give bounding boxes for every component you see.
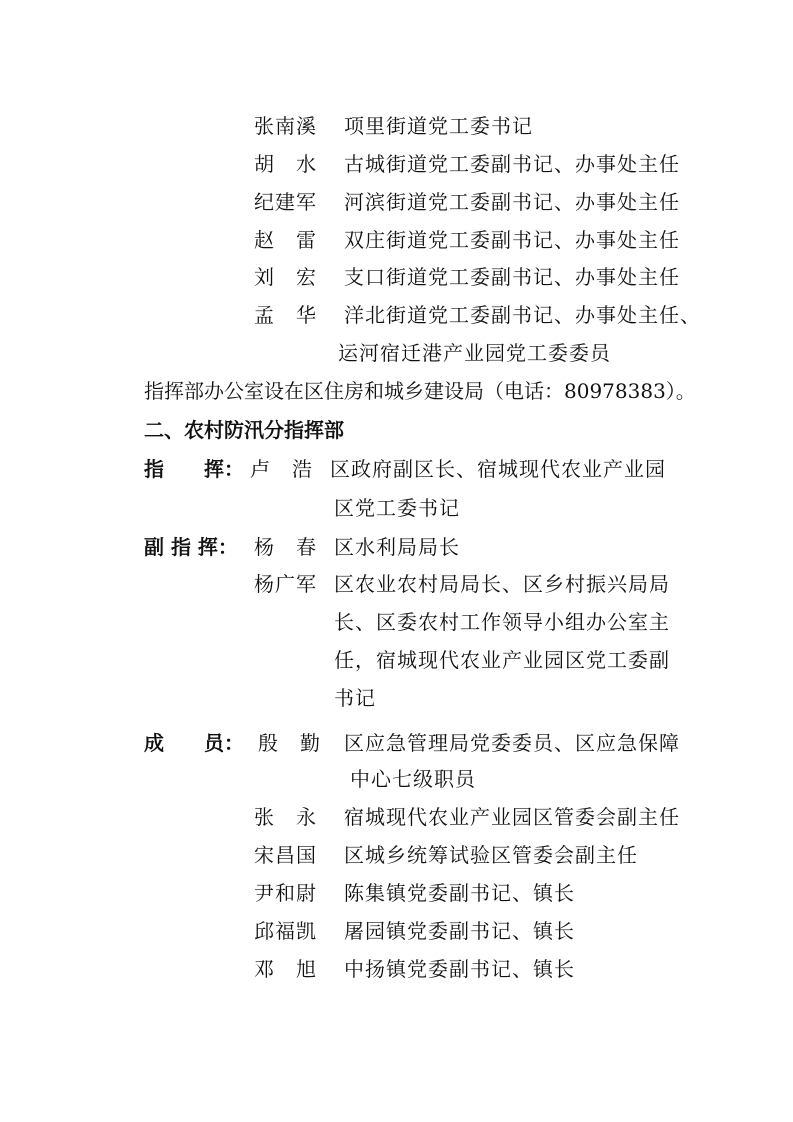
- member-title: 区应急管理局党委委员、区应急保障: [344, 731, 680, 755]
- deputy-name: 杨 春: [254, 535, 317, 559]
- member-name: 殷 勤: [258, 731, 321, 755]
- deputy-title-continued: 任，宿城现代农业产业园区党工委副: [334, 648, 670, 672]
- commander-title-continued: 区党工委书记: [334, 496, 460, 520]
- member-name: 张 永: [254, 805, 317, 829]
- member-name: 赵 雷: [254, 228, 317, 252]
- member-title: 古城街道党工委副书记、办事处主任: [344, 152, 680, 176]
- member-title-continued: 运河宿迁港产业园党工委委员: [338, 341, 611, 365]
- member-title: 支口街道党工委副书记、办事处主任: [344, 265, 680, 289]
- member-name: 宋昌国: [254, 843, 317, 867]
- commander-label: 指 挥：: [144, 457, 244, 481]
- member-name: 邓 旭: [254, 957, 317, 981]
- commander-title: 区政府副区长、宿城现代农业产业园: [330, 457, 666, 481]
- deputy-name: 杨广军: [254, 572, 317, 596]
- member-name: 胡 水: [254, 152, 317, 176]
- member-title-continued: 中心七级职员: [350, 767, 476, 791]
- members-label: 成 员：: [144, 731, 244, 755]
- member-title: 宿城现代农业产业园区管委会副主任: [344, 805, 680, 829]
- member-name: 孟 华: [254, 303, 317, 327]
- member-name: 邱福凯: [254, 919, 317, 943]
- member-title: 屠园镇党委副书记、镇长: [344, 919, 575, 943]
- member-title: 项里街道党工委书记: [344, 114, 533, 138]
- section-heading: 二、农村防汛分指挥部: [144, 418, 344, 442]
- office-note: 指挥部办公室设在区住房和城乡建设局（电话：80978383）。: [144, 379, 696, 403]
- commander-name: 卢 浩: [250, 457, 313, 481]
- deputy-title-continued: 长、区委农村工作领导小组办公室主: [334, 610, 670, 634]
- member-title: 区城乡统筹试验区管委会副主任: [344, 843, 638, 867]
- member-name: 纪建军: [254, 190, 317, 214]
- member-title: 陈集镇党委副书记、镇长: [344, 881, 575, 905]
- member-name: 尹和尉: [254, 881, 317, 905]
- member-title: 中扬镇党委副书记、镇长: [344, 957, 575, 981]
- deputy-title-continued: 书记: [334, 686, 376, 710]
- deputy-label: 副 指 挥：: [144, 535, 238, 559]
- member-title: 河滨街道党工委副书记、办事处主任: [344, 190, 680, 214]
- member-title: 洋北街道党工委副书记、办事处主任、: [344, 303, 701, 327]
- deputy-title: 区农业农村局局长、区乡村振兴局局: [334, 572, 670, 596]
- member-name: 张南溪: [254, 114, 317, 138]
- member-name: 刘 宏: [254, 265, 317, 289]
- member-title: 双庄街道党工委副书记、办事处主任: [344, 228, 680, 252]
- deputy-title: 区水利局局长: [334, 535, 460, 559]
